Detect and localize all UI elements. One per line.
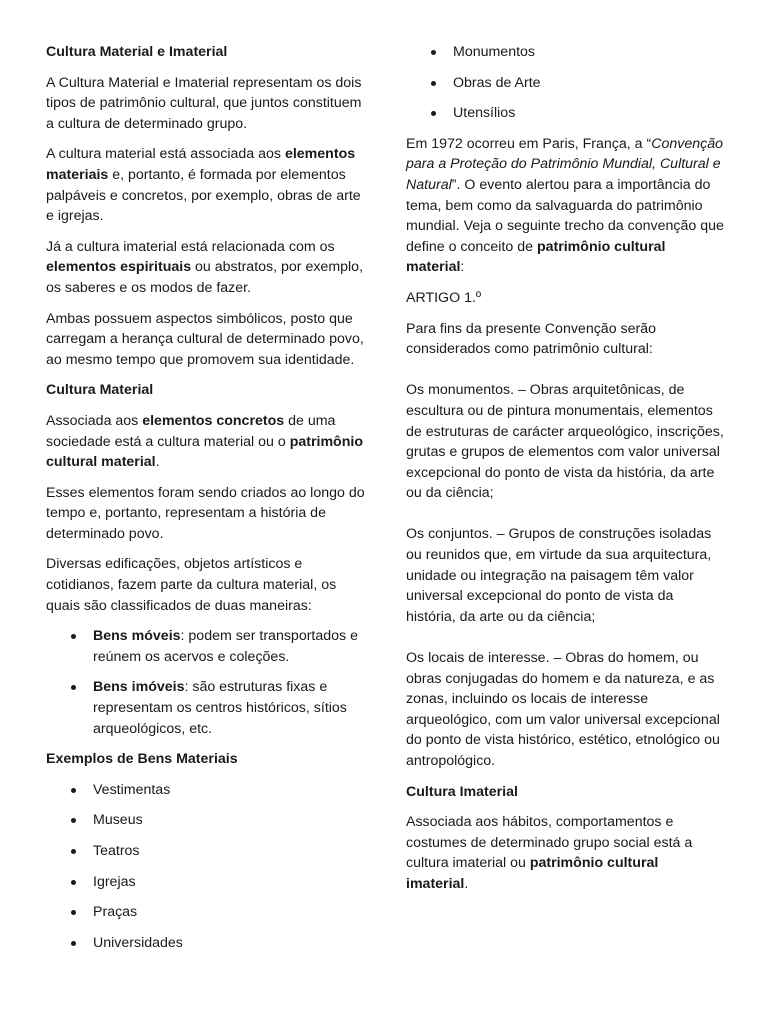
- monumentos-paragraph: Os monumentos. – Obras arquitetônicas, de escultura ou de pintura monumentais, elementos de estruturas de carácter arqueológico, inscrições, grutas e grupos de elementos com valor universal excepcional do ponto de vista da história, da arte ou da ciência;: [406, 382, 724, 502]
- text: .: [464, 875, 469, 892]
- text: Associada aos: [46, 412, 143, 429]
- heading-cultura-material-imaterial: Cultura Material e Imaterial: [46, 44, 228, 60]
- text: ”. O evento alertou para a importância do tema, bem como da salvaguarda do patrimônio mundial. Veja o seguinte trecho da convenção que define o conceito de: [406, 176, 724, 255]
- text: Associada aos hábitos, comportamentos e costumes de determinado grupo social está a cultura imaterial ou: [406, 814, 693, 872]
- ambas-paragraph: Ambas possuem aspectos simbólicos, posto que carregam a herança cultural de determinado povo, ao mesmo tempo que promovem sua identidade.: [46, 310, 364, 368]
- text: Já a cultura imaterial está relacionada com os: [46, 238, 335, 255]
- heading-exemplos-bens-materiais: Exemplos de Bens Materiais: [46, 751, 238, 768]
- bens-list: [46, 626, 366, 739]
- text: ou abstratos, por exemplo, os saberes e os modos de fazer.: [46, 259, 364, 296]
- right-column: [406, 42, 724, 905]
- associada-paragraph: [46, 411, 366, 473]
- bold-text: patrimônio cultural material: [406, 238, 666, 276]
- bold-text: Bens imóveis: [93, 679, 185, 696]
- list-item: Vestimentas: [93, 780, 366, 801]
- list-item: Utensílios: [453, 103, 724, 124]
- exemplos-list-continued: [406, 42, 724, 124]
- text: de uma sociedade está a cultura material ou o: [46, 412, 336, 450]
- list-item: Teatros: [93, 841, 366, 862]
- bold-text: Bens móveis: [93, 628, 181, 645]
- list-item: Universidades: [93, 933, 366, 954]
- convencao-paragraph: [406, 134, 724, 278]
- artigo-label: ARTIGO 1.º: [406, 289, 482, 306]
- esses-paragraph: Esses elementos foram sendo criados ao longo do tempo e, portanto, representam a história de determinado povo.: [46, 484, 365, 542]
- list-item: Praças: [93, 902, 366, 923]
- material-paragraph: [46, 144, 366, 226]
- text: Em 1972 ocorreu em Paris, França, a “: [406, 135, 652, 152]
- imaterial-paragraph: [46, 237, 366, 299]
- text: .: [155, 454, 160, 471]
- intro-paragraph: A Cultura Material e Imaterial representam os dois tipos de patrimônio cultural, que juntos constituem a cultura de determinado grupo.: [46, 74, 362, 132]
- heading-cultura-material: Cultura Material: [46, 382, 154, 399]
- text: :: [460, 259, 465, 276]
- list-item: Obras de Arte: [453, 73, 724, 94]
- text: : são estruturas fixas e representam os centros históricos, sítios arqueológicos, etc.: [93, 679, 347, 737]
- bold-text: elementos materiais: [46, 146, 356, 183]
- bold-text: patrimônio cultural material: [46, 433, 364, 471]
- imaterial-associada-paragraph: [406, 812, 724, 894]
- italic-text: Convenção para a Proteção do Patrimônio Mundial, Cultural e Natural: [406, 135, 724, 193]
- text: : podem ser transportados e reúnem os acervos e coleções.: [93, 628, 358, 665]
- exemplos-list: [46, 780, 366, 954]
- para-fins-paragraph: Para fins da presente Convenção serão considerados como patrimônio cultural:: [406, 320, 657, 358]
- text: A cultura material está associada aos: [46, 146, 285, 163]
- heading-cultura-imaterial: Cultura Imaterial: [406, 783, 518, 800]
- diversas-paragraph: Diversas edificações, objetos artísticos e cotidianos, fazem parte da cultura material, os quais são classificados de duas maneiras:: [46, 556, 337, 614]
- list-item: Igrejas: [93, 872, 366, 893]
- locais-paragraph: Os locais de interesse. – Obras do homem, ou obras conjugadas do homem e da natureza, e as zonas, incluindo os locais de interesse arqueológico, com um valor universal excepcional do ponto de vista histórico, estético, etnológico ou antropológico.: [406, 650, 720, 769]
- text: e, portanto, é formada por elementos palpáveis e concretos, por exemplo, obras de arte e igrejas.: [46, 166, 361, 225]
- left-column: [46, 42, 366, 963]
- bold-text: elementos concretos: [142, 412, 285, 429]
- bold-text: patrimônio cultural imaterial: [406, 855, 659, 892]
- list-item: Museus: [93, 810, 366, 831]
- conjuntos-paragraph: Os conjuntos. – Grupos de construções isoladas ou reunidos que, em virtude da sua arquitectura, unidade ou integração na paisagem têm valor universal excepcional do ponto de vista da história, da arte ou da ciência;: [406, 526, 712, 625]
- bold-text: elementos espirituais: [46, 259, 192, 276]
- list-item-bens-imoveis: [93, 677, 366, 739]
- list-item-bens-moveis: [93, 626, 366, 667]
- list-item: Monumentos: [453, 42, 724, 63]
